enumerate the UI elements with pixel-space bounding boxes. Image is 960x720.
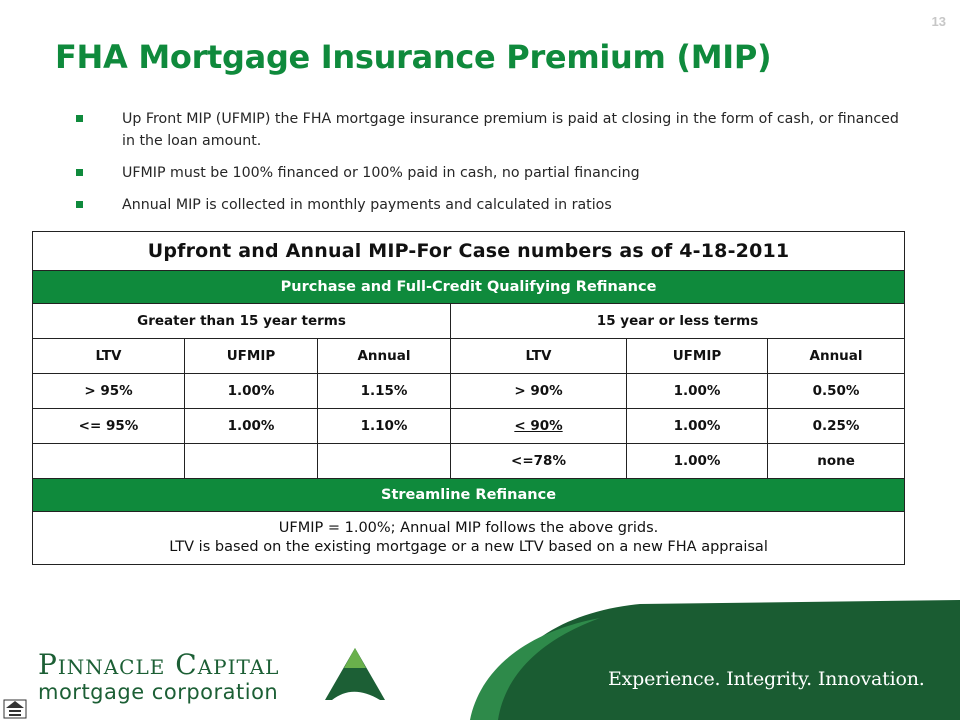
streamline-note-line: UFMIP = 1.00%; Annual MIP follows the above grids.	[278, 520, 659, 536]
table-row	[33, 444, 905, 479]
table-row	[33, 374, 905, 409]
tagline: Experience. Integrity. Innovation.	[608, 668, 925, 690]
table-cell: 1.00%	[627, 374, 768, 409]
streamline-note	[33, 512, 905, 565]
table-cell: none	[768, 444, 905, 479]
table-cell: 0.25%	[768, 409, 905, 444]
column-header: UFMIP	[185, 339, 318, 374]
square-bullet-icon	[76, 169, 83, 176]
table-cell: <= 95%	[33, 409, 185, 444]
streamline-note-line: LTV is based on the existing mortgage or a new LTV based on a new FHA appraisal	[169, 539, 768, 555]
equal-housing-icon	[4, 700, 26, 718]
purchase-band: Purchase and Full-Credit Qualifying Refinance	[33, 271, 905, 304]
table-cell: 1.15%	[318, 374, 451, 409]
table-cell	[318, 444, 451, 479]
table-cell: 1.00%	[185, 374, 318, 409]
table-cell: 0.50%	[768, 374, 905, 409]
table-cell	[33, 444, 185, 479]
page-number: 13	[931, 14, 946, 29]
group-header-left: Greater than 15 year terms	[33, 304, 451, 339]
table-cell: 1.00%	[627, 409, 768, 444]
brand-name: Pinnacle Capital	[38, 648, 280, 681]
footer-green-swoosh	[488, 600, 960, 720]
table-cell: 1.00%	[627, 444, 768, 479]
column-header: Annual	[768, 339, 905, 374]
square-bullet-icon	[76, 115, 83, 122]
bullet-item	[76, 194, 906, 216]
table-row	[33, 409, 905, 444]
table-cell	[185, 444, 318, 479]
bullet-list	[76, 108, 906, 226]
group-header-right: 15 year or less terms	[451, 304, 905, 339]
bullet-item	[76, 108, 906, 152]
table-cell-text: < 90%	[514, 418, 563, 434]
table-cell: > 95%	[33, 374, 185, 409]
column-header: LTV	[33, 339, 185, 374]
brand-subtitle: mortgage corporation	[38, 680, 279, 704]
table-cell: 1.10%	[318, 409, 451, 444]
table-cell: 1.00%	[185, 409, 318, 444]
mip-table	[32, 231, 905, 565]
table-heading: Upfront and Annual MIP-For Case numbers as of 4-18-2011	[33, 232, 905, 271]
column-header: UFMIP	[627, 339, 768, 374]
slide-title: FHA Mortgage Insurance Premium (MIP)	[55, 38, 772, 76]
bullet-item	[76, 162, 906, 184]
column-header-row	[33, 339, 905, 374]
bullet-text: Up Front MIP (UFMIP) the FHA mortgage insurance premium is paid at closing in the form of cash, or financed in the loan amount.	[122, 111, 899, 149]
column-header: Annual	[318, 339, 451, 374]
table-cell: <=78%	[451, 444, 627, 479]
streamline-band: Streamline Refinance	[33, 479, 905, 512]
pinnacle-triangle-logo-icon	[325, 648, 385, 700]
table-cell: > 90%	[451, 374, 627, 409]
bullet-text: UFMIP must be 100% financed or 100% paid in cash, no partial financing	[122, 165, 640, 181]
column-header: LTV	[451, 339, 627, 374]
bullet-text: Annual MIP is collected in monthly payments and calculated in ratios	[122, 197, 612, 213]
table-cell	[451, 409, 627, 444]
square-bullet-icon	[76, 201, 83, 208]
